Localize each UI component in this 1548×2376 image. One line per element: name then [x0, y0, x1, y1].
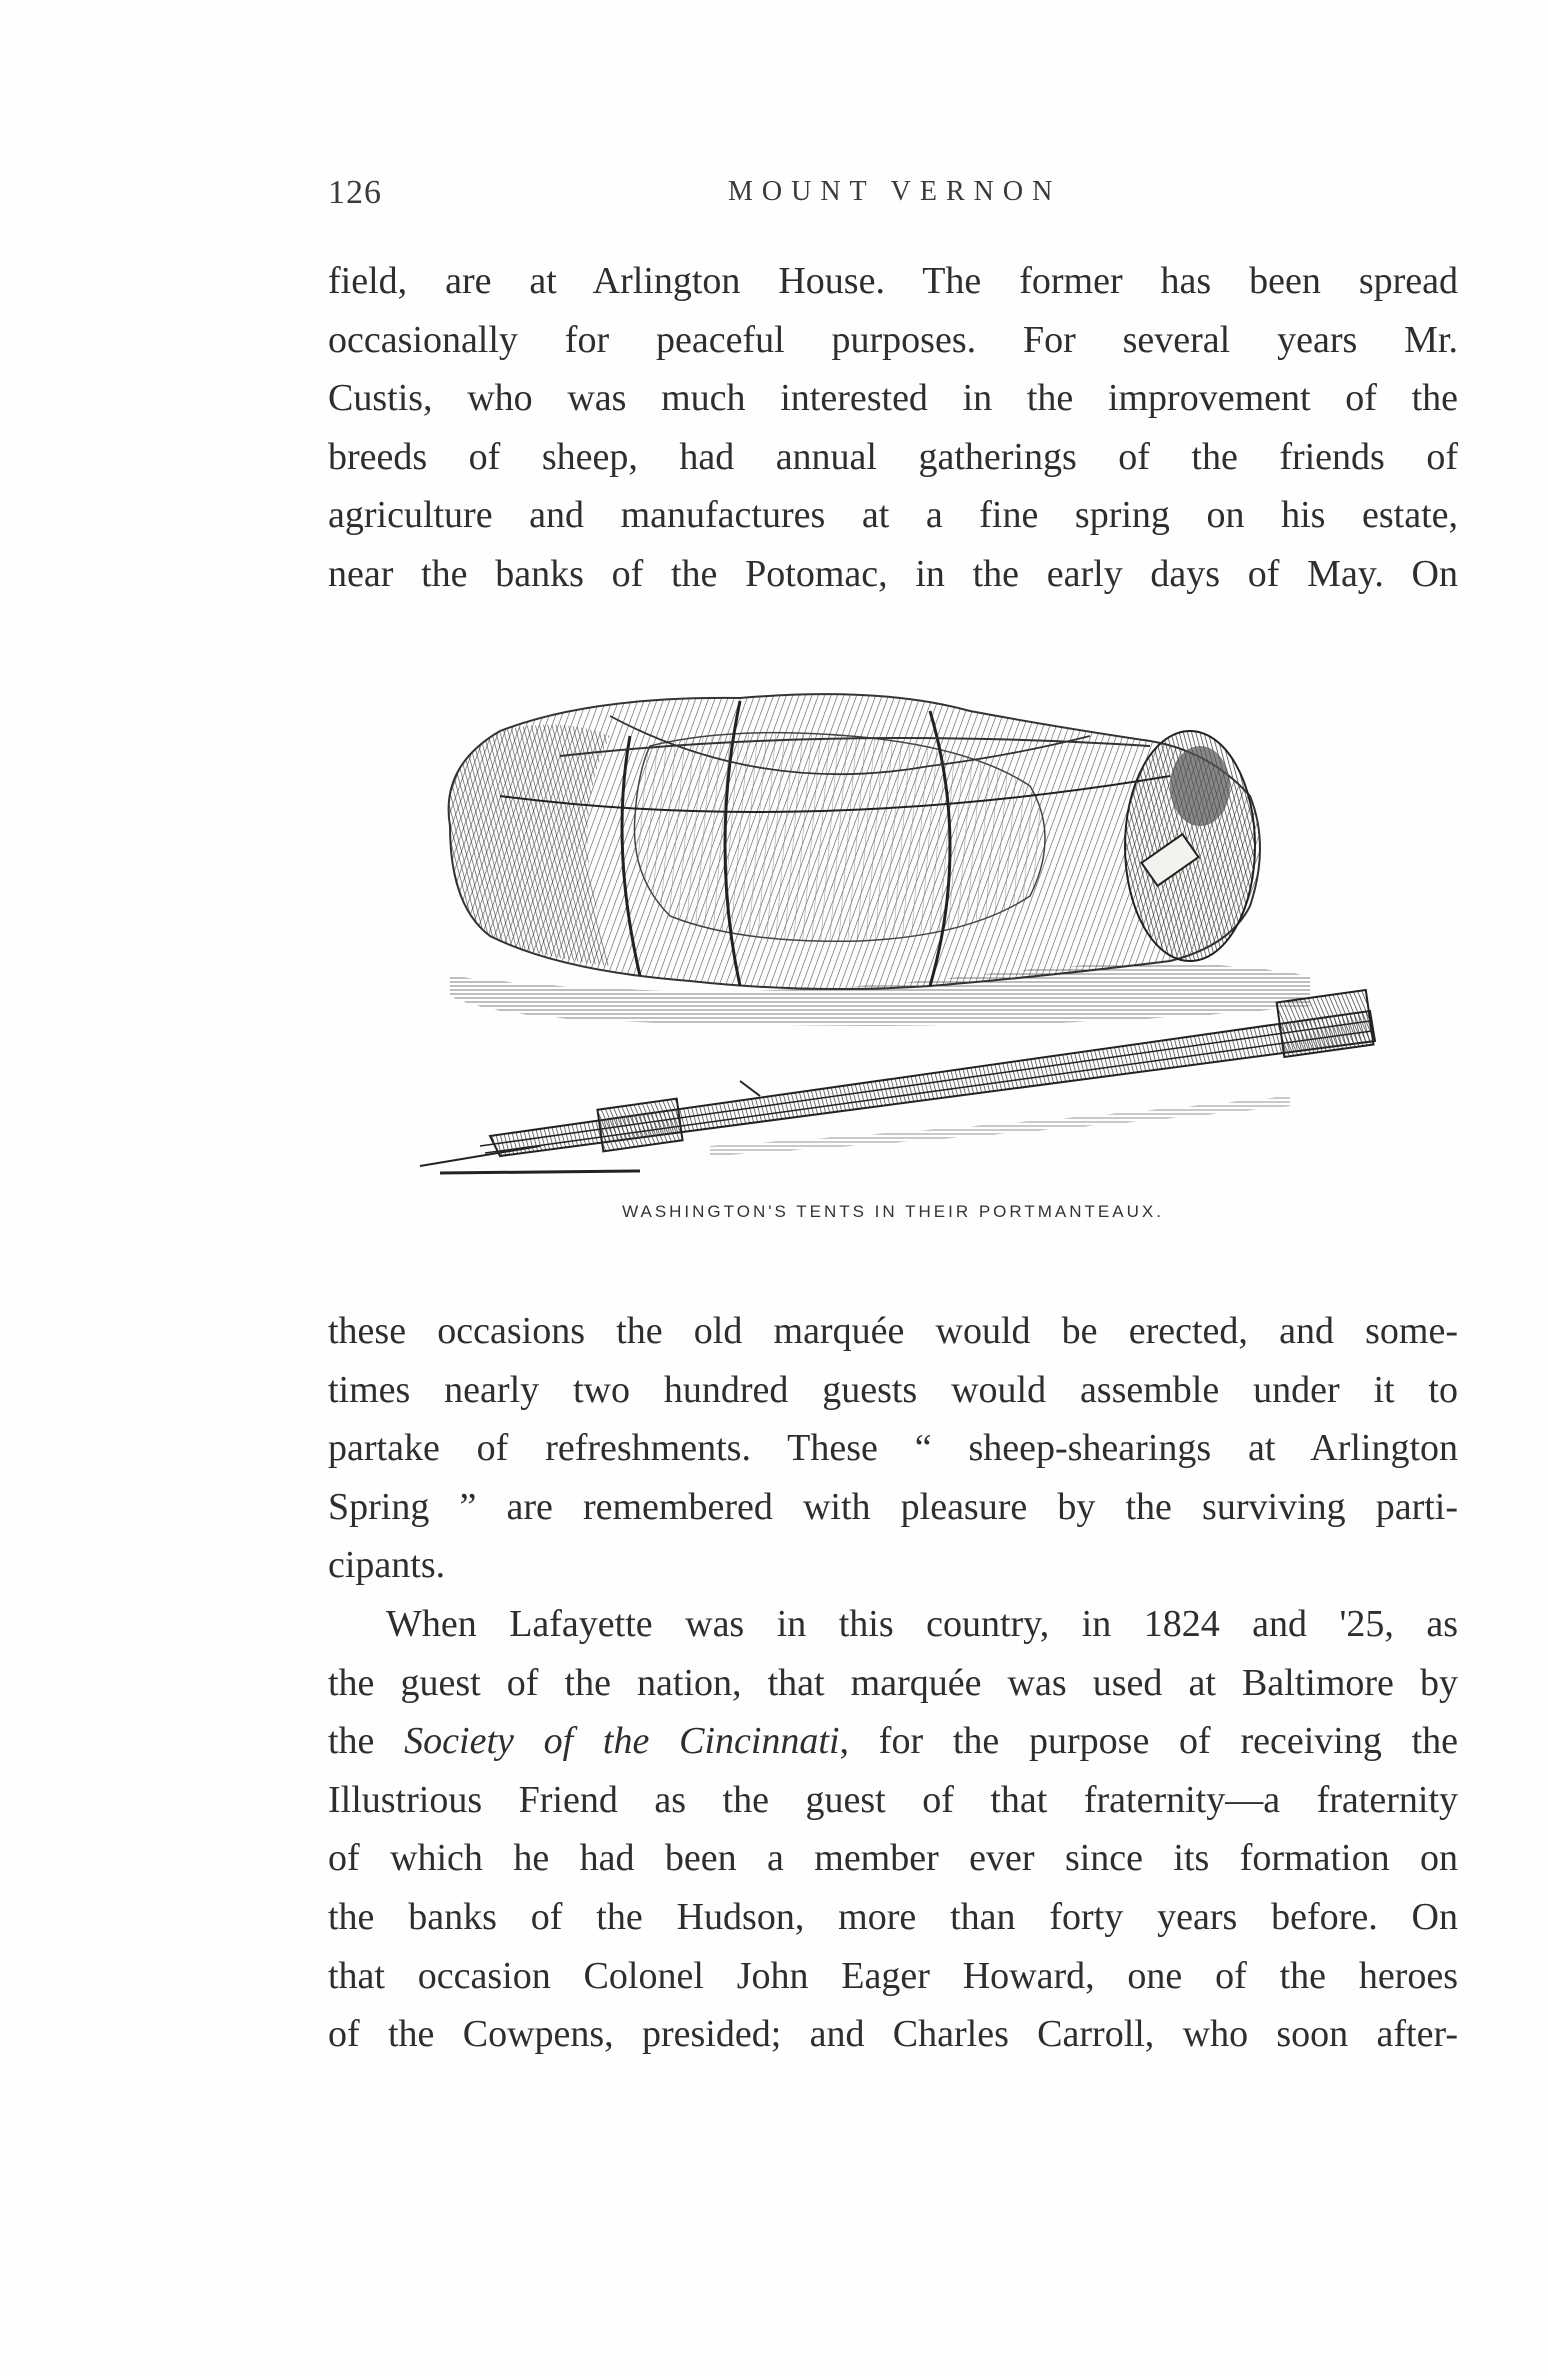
running-head: MOUNT VERNON — [728, 176, 1062, 207]
society-name-italic: Society of the Cincinnati — [404, 1720, 840, 1763]
text-line: cipants. — [328, 1544, 446, 1587]
paragraph-top — [328, 252, 1458, 604]
text-line: of which he had been a member ever since its formation on — [328, 1837, 1458, 1880]
text-line: the guest of the nation, that marquée was used at Baltimore by — [328, 1661, 1458, 1704]
text-line: partake of refreshments. These “ sheep-shearings at Arlington — [328, 1427, 1458, 1470]
text-line: that occasion Colonel John Eager Howard, one of the heroes — [328, 1954, 1458, 1997]
page-number: 126 — [328, 174, 382, 211]
text-line: Illustrious Friend as the guest of that fraternity—a fraternity — [328, 1778, 1458, 1821]
text-line: Custis, who was much interested in the improvement of the — [328, 377, 1458, 420]
text-line: these occasions the old marquée would be erected, and some- — [328, 1310, 1458, 1352]
text-line: breeds of sheep, had annual gatherings of the friends of — [328, 435, 1458, 478]
text-line: the banks of the Hudson, more than forty years before. On — [328, 1895, 1458, 1938]
tent-bundle-engraving — [410, 676, 1380, 1196]
page-header — [328, 174, 1458, 214]
text-line: near the banks of the Potomac, in the early days of May. On — [328, 552, 1458, 595]
text-line-with-italic — [328, 1712, 1458, 1771]
text-line: times nearly two hundred guests would assemble under it to — [328, 1368, 1458, 1411]
text-line: field, are at Arlington House. The former has been spread — [328, 260, 1458, 302]
figure-caption: WASHINGTON'S TENTS IN THEIR PORTMANTEAUX. — [622, 1202, 1164, 1221]
text-line: When Lafayette was in this country, in 1824 and '25, as — [386, 1602, 1458, 1645]
text-line: of the Cowpens, presided; and Charles Carroll, who soon after- — [328, 2013, 1458, 2056]
text-span: , for the purpose of receiving the — [839, 1720, 1458, 1763]
text-line: agriculture and manufactures at a fine spring on his estate, — [328, 494, 1458, 537]
engraving-illustration — [410, 676, 1380, 1196]
text-span: the — [328, 1720, 405, 1763]
text-line: Spring ” are remembered with pleasure by the surviving parti- — [328, 1485, 1458, 1528]
paragraph-continued — [328, 1302, 1458, 2064]
text-line: occasionally for peaceful purposes. For several years Mr. — [328, 318, 1458, 361]
